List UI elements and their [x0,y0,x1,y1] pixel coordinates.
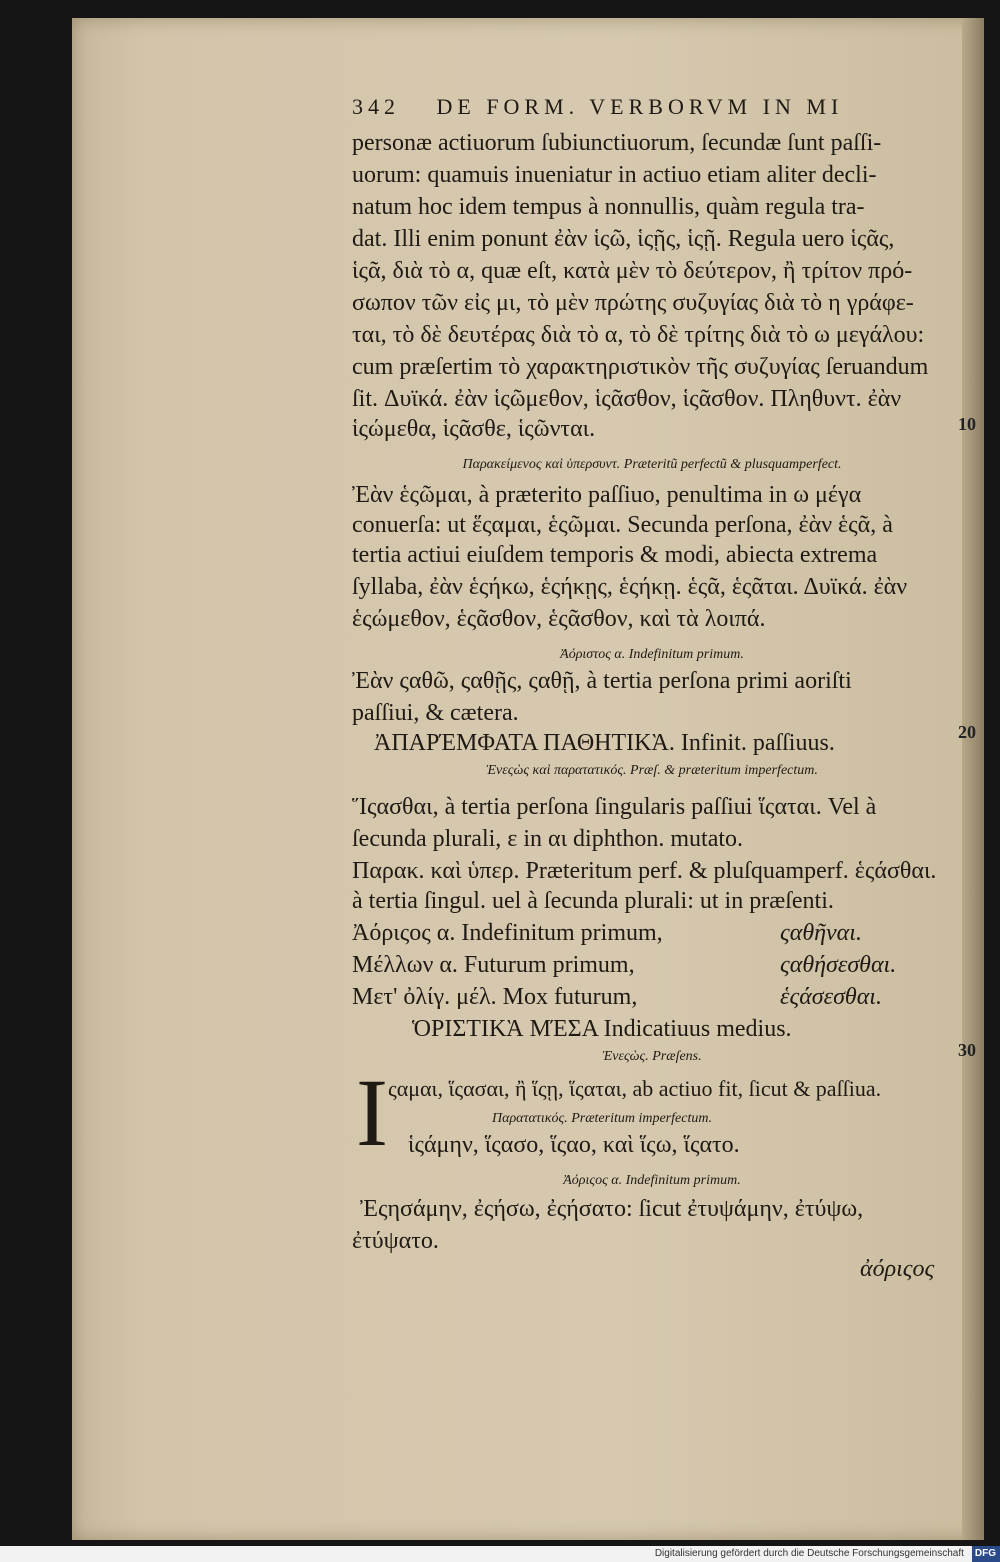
margin-line-number: 20 [958,722,976,742]
section-caption-infinitive: Ἐνεςὼς καὶ παρατατικός. Præſ. & præteritum imperfectum. [486,763,818,778]
body-line: ἐτύψατο. [352,1228,439,1254]
body-line: ἱςώμεθα, ἱςᾶσθε, ἱςῶνται. [352,416,596,442]
body-line: Ἵςασθαι, à tertia perſona ſingularis paſſiui ἵςαται. Vel à [352,794,877,820]
running-header [352,92,843,122]
body-line: à tertia ſingul. uel à ſecunda plurali: ut in præſenti. [352,888,834,914]
section-caption-perfect: Παρακείμενος καὶ ὑπερσυντ. Præteritũ perfectũ & plusquamperfect. [462,457,842,472]
body-line: σωπον τῶν εἰς μι, τὸ μὲν πρώτης συζυγίας διὰ τὸ η γράφε- [352,290,914,316]
table-cell-right: ςαθήσεσθαι. [780,952,897,978]
margin-line-number: 10 [958,414,976,434]
table-cell-right: ςαθῆναι. [780,920,862,946]
body-line: cum præſertim τὸ χαρακτηριστικὸν τῆς συζυγίας ſeruandum [352,354,929,380]
body-line: ται, τὸ δὲ δευτέρας διὰ τὸ α, τὸ δὲ τρίτης διὰ τὸ ω μεγάλου: [352,322,925,348]
page-number: 342 [352,94,400,119]
table-cell-left: Μέλλων α. Futurum primum, [352,952,635,978]
body-line: personæ actiuorum ſubiunctiuorum, ſecundæ ſunt paſſi- [352,130,882,156]
body-line: ἑςώμεθον, ἑςᾶσθον, ἑςᾶσθον, καὶ τὰ λοιπά. [352,606,766,632]
section-caption-aorist2: Ἀόριςος α. Indefinitum primum. [563,1173,741,1188]
dfg-logo: DFG [972,1546,1000,1562]
margin-line-number: 30 [958,1040,976,1060]
digitization-footer [0,1546,1000,1562]
section-heading-middle: ὉΡΙΣΤΙΚᾺ ΜΈΣΑ Indicatiuus medius. [412,1016,792,1042]
body-line: uorum: quamuis inueniatur in actiuo etiam aliter decli- [352,162,877,188]
body-line: conuerſa: ut ἕςαμαι, ἑςῶμαι. Secunda perſona, ἐὰν ἑςᾶ, à [352,512,893,538]
catchword: ἀόριςος [860,1256,935,1282]
body-line: ſit. Δυϊκά. ἐὰν ἱςῶμεθον, ἱςᾶσθον, ἱςᾶσθον. Πληθυντ. ἐὰν [352,386,902,412]
section-heading-infinitive: ἈΠΑΡΈΜΦΑΤΑ ΠΑΘΗΤΙΚᾺ. Infinit. paſſiuus. [374,730,835,756]
running-title: DE FORM. VERBORVM IN MI [436,94,844,119]
body-line: natum hoc idem tempus à nonnullis, quàm regula tra- [352,194,865,220]
body-line: tertia actiui eiuſdem temporis & modi, abiecta extrema [352,542,878,568]
body-line: ἱςάμην, ἵςασο, ἵςαο, καὶ ἵςω, ἵςατο. [408,1132,740,1158]
body-line: Ἐὰν ςαθῶ, ςαθῇς, ςαθῇ, à tertia perſona primi aoriſti [352,668,852,694]
initial-capital: I [356,1059,388,1166]
body-line: Παρακ. καὶ ὑπερ. Præteritum perf. & pluſquamperf. ἑςάσθαι. [352,858,937,884]
table-cell-right: ἑςάσεσθαι. [780,984,882,1010]
page-edge [962,18,984,1540]
section-caption-aorist: Ἀόριστος α. Indefinitum primum. [560,647,744,662]
table-cell-left: Μετ' ὀλίγ. μέλ. Mox futurum, [352,984,638,1010]
footer-text: Digitalisierung gefördert durch die Deutsche Forschungsgemeinschaft [654,1548,964,1559]
section-caption-present: Ἐνεςὼς. Præſens. [602,1049,702,1064]
section-caption-imperfect: Παρατατικός. Præteritum imperfectum. [492,1111,712,1126]
body-line: ἱςᾶ, διὰ τὸ α, quæ eſt, κατὰ μὲν τὸ δεύτερον, ἢ τρίτον πρό- [352,258,913,284]
body-line: Ἐςησάμην, ἐςήσω, ἐςήσατο: ſicut ἐτυψάμην, ἐτύψω, [360,1196,864,1222]
body-line: ſecunda plurali, ε in αι diphthon. mutato. [352,826,744,852]
body-line: ſyllaba, ἐὰν ἑςήκω, ἑςήκῃς, ἑςήκῃ. ἑςᾶ, ἑςᾶται. Δυϊκά. ἐὰν [352,574,908,600]
body-line: ςαμαι, ἵςασαι, ἢ ἵςῃ, ἵςαται, ab actiuo fit, ſicut & paſſiua. [388,1076,882,1101]
body-line: dat. Illi enim ponunt ἐὰν ἱςῶ, ἱςῇς, ἱςῇ. Regula uero ἱςᾶς, [352,226,895,252]
body-line: paſſiui, & cætera. [352,700,519,726]
table-cell-left: Ἀόριςος α. Indefinitum primum, [352,920,663,946]
body-line: Ἐὰν ἑςῶμαι, à præterito paſſiuo, penultima in ω μέγα [352,482,862,508]
